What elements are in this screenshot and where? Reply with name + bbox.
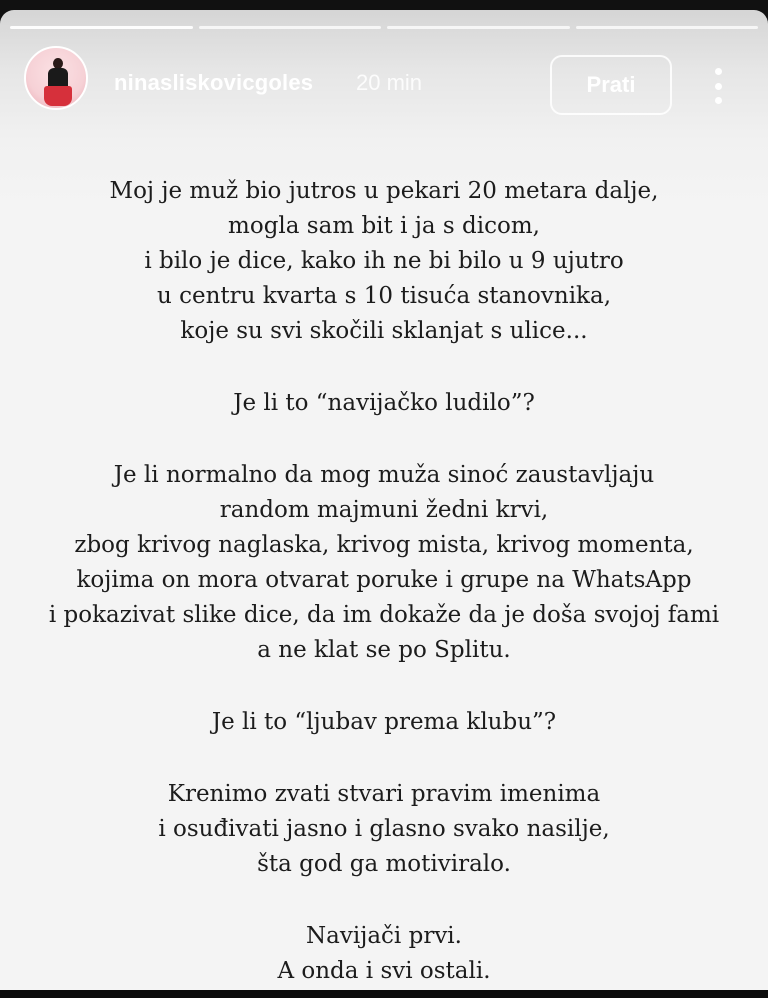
ellipsis-dot xyxy=(715,68,722,75)
text-line: Je li normalno da mog muža sinoć zaustavljaju xyxy=(113,462,655,488)
text-line: u centru kvarta s 10 tisuća stanovnika, xyxy=(156,283,612,309)
text-line: zbog krivog naglaska, krivog mista, krivog momenta, xyxy=(74,532,694,558)
text-line: Krenimo zvati stvari pravim imenima xyxy=(167,781,601,807)
progress-segment xyxy=(199,26,382,29)
avatar-figure-body xyxy=(48,68,68,88)
text-line: Je li to “ljubav prema klubu”? xyxy=(211,709,557,735)
avatar[interactable] xyxy=(24,46,88,110)
progress-segment xyxy=(576,26,759,29)
ellipsis-dot xyxy=(715,83,722,90)
text-paragraph xyxy=(0,458,768,668)
text-line: Navijači prvi. xyxy=(306,923,462,949)
text-line: random majmuni žedni krvi, xyxy=(219,497,549,523)
progress-segment xyxy=(387,26,570,29)
text-line: Moj je muž bio jutros u pekari 20 metara dalje, xyxy=(109,178,659,204)
bottom-bar xyxy=(0,990,768,998)
text-line: i pokazivat slike dice, da im dokaže da je doša svojoj fami xyxy=(48,602,720,628)
text-line: kojima on mora otvarat poruke i grupe na WhatsApp xyxy=(76,567,692,593)
text-paragraph xyxy=(0,919,768,989)
text-line: šta god ga motiviralo. xyxy=(257,851,511,877)
text-line: mogla sam bit i ja s dicom, xyxy=(228,213,540,239)
story-text xyxy=(0,174,768,990)
text-paragraph xyxy=(0,174,768,349)
username-link[interactable]: ninasliskovicgoles xyxy=(114,70,314,95)
text-paragraph xyxy=(0,386,768,421)
follow-button[interactable]: Prati xyxy=(550,55,672,115)
text-line: a ne klat se po Splitu. xyxy=(257,637,511,663)
text-line: Je li to “navijačko ludilo”? xyxy=(233,390,535,416)
avatar-figure-skirt xyxy=(44,86,72,106)
text-paragraph xyxy=(0,705,768,740)
progress-segment xyxy=(10,26,193,29)
text-line: i osuđivati jasno i glasno svako nasilje, xyxy=(158,816,610,842)
post-time: 20 min xyxy=(356,70,423,95)
vertical-ellipsis-icon[interactable] xyxy=(712,68,724,104)
ellipsis-dot xyxy=(715,97,722,104)
story-viewer[interactable] xyxy=(0,10,768,990)
story-progress-bar xyxy=(10,26,758,29)
text-line: i bilo je dice, kako ih ne bi bilo u 9 ujutro xyxy=(144,248,624,274)
text-line: A onda i svi ostali. xyxy=(277,958,491,984)
text-line: koje su svi skočili sklanjat s ulice... xyxy=(180,318,588,344)
text-paragraph xyxy=(0,777,768,882)
